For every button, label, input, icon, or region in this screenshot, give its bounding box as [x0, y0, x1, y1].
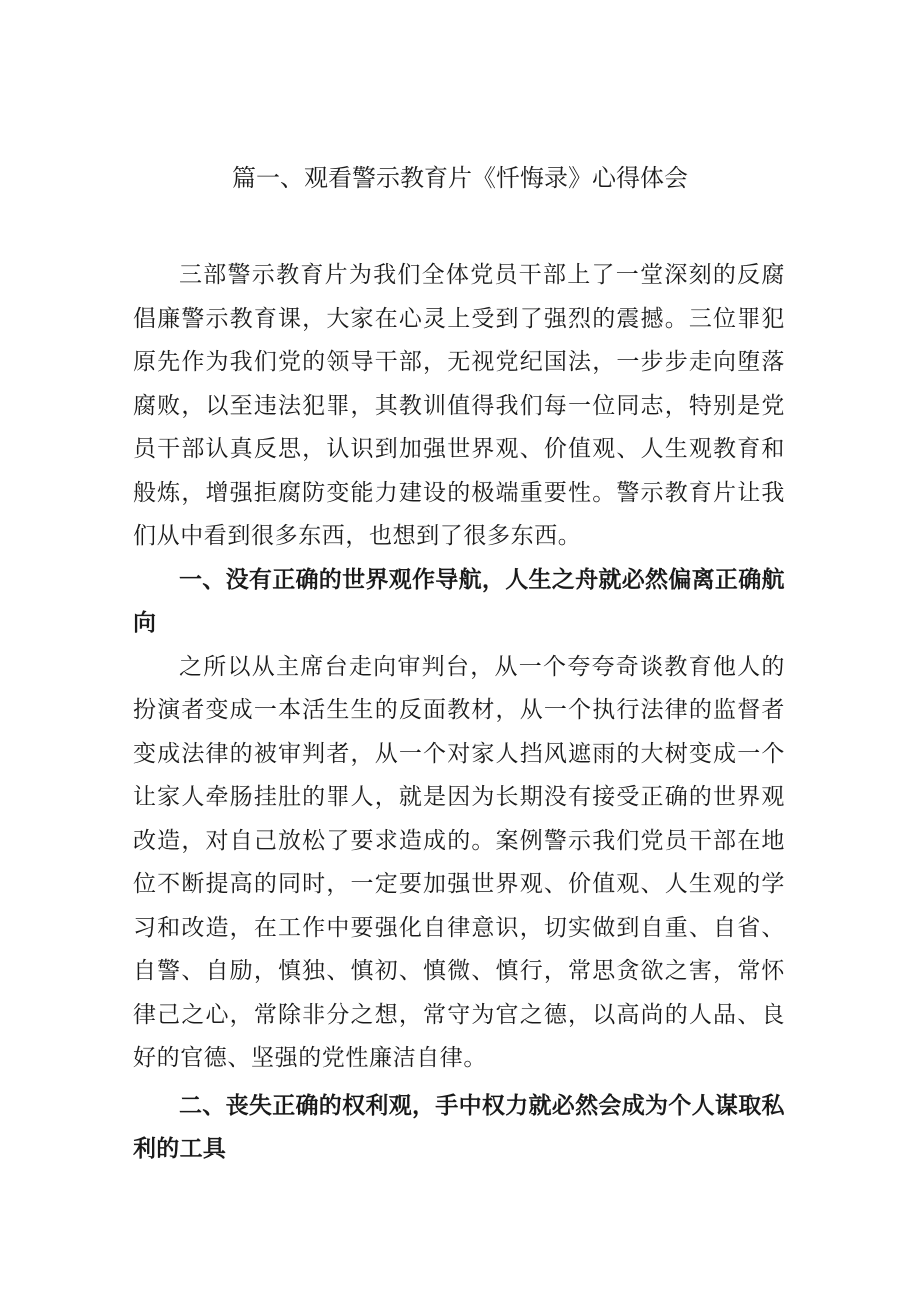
document-title: 篇一、观看警示教育片《忏悔录》心得体会 — [232, 164, 688, 192]
document-body — [133, 254, 785, 1172]
section-heading-1: 一、没有正确的世界观作导航，人生之舟就必然偏离正确航向 — [133, 566, 785, 636]
section-heading-2: 二、丧失正确的权利观，手中权力就必然会成为个人谋取私利的工具 — [133, 1092, 785, 1162]
paragraph-section-1: 之所以从主席台走向审判台，从一个夸夸奇谈教育他人的扮演者变成一本活生生的反面教材，从一个执行法律的监督者变成法律的被审判者，从一个对家人挡风遮雨的大树变成一个让家人牵肠挂肚的罪人，就是因为长期没有接受正确的世界观改造，对自己放松了要求造成的。案例警示我们党员干部在地位不断提高的同时，一定要加强世界观、价值观、人生观的学习和改造，在工作中要强化自律意识，切实做到自重、自省、自警、自励，慎独、慎初、慎微、慎行，常思贪欲之害，常怀律己之心，常除非分之想，常守为官之德，以高尚的人品、良好的官德、坚强的党性廉洁自律。 — [133, 653, 785, 1071]
paragraph-intro: 三部警示教育片为我们全体党员干部上了一堂深刻的反腐倡廉警示教育课，大家在心灵上受到了强烈的震撼。三位罪犯原先作为我们党的领导干部，无视党纪国法，一步步走向堕落腐败，以至违法犯罪，其教训值得我们每一位同志，特别是党员干部认真反思，认识到加强世界观、价值观、人生观教育和般炼，增强拒腐防变能力建设的极端重要性。警示教育片让我们从中看到很多东西，也想到了很多东西。 — [133, 262, 785, 549]
